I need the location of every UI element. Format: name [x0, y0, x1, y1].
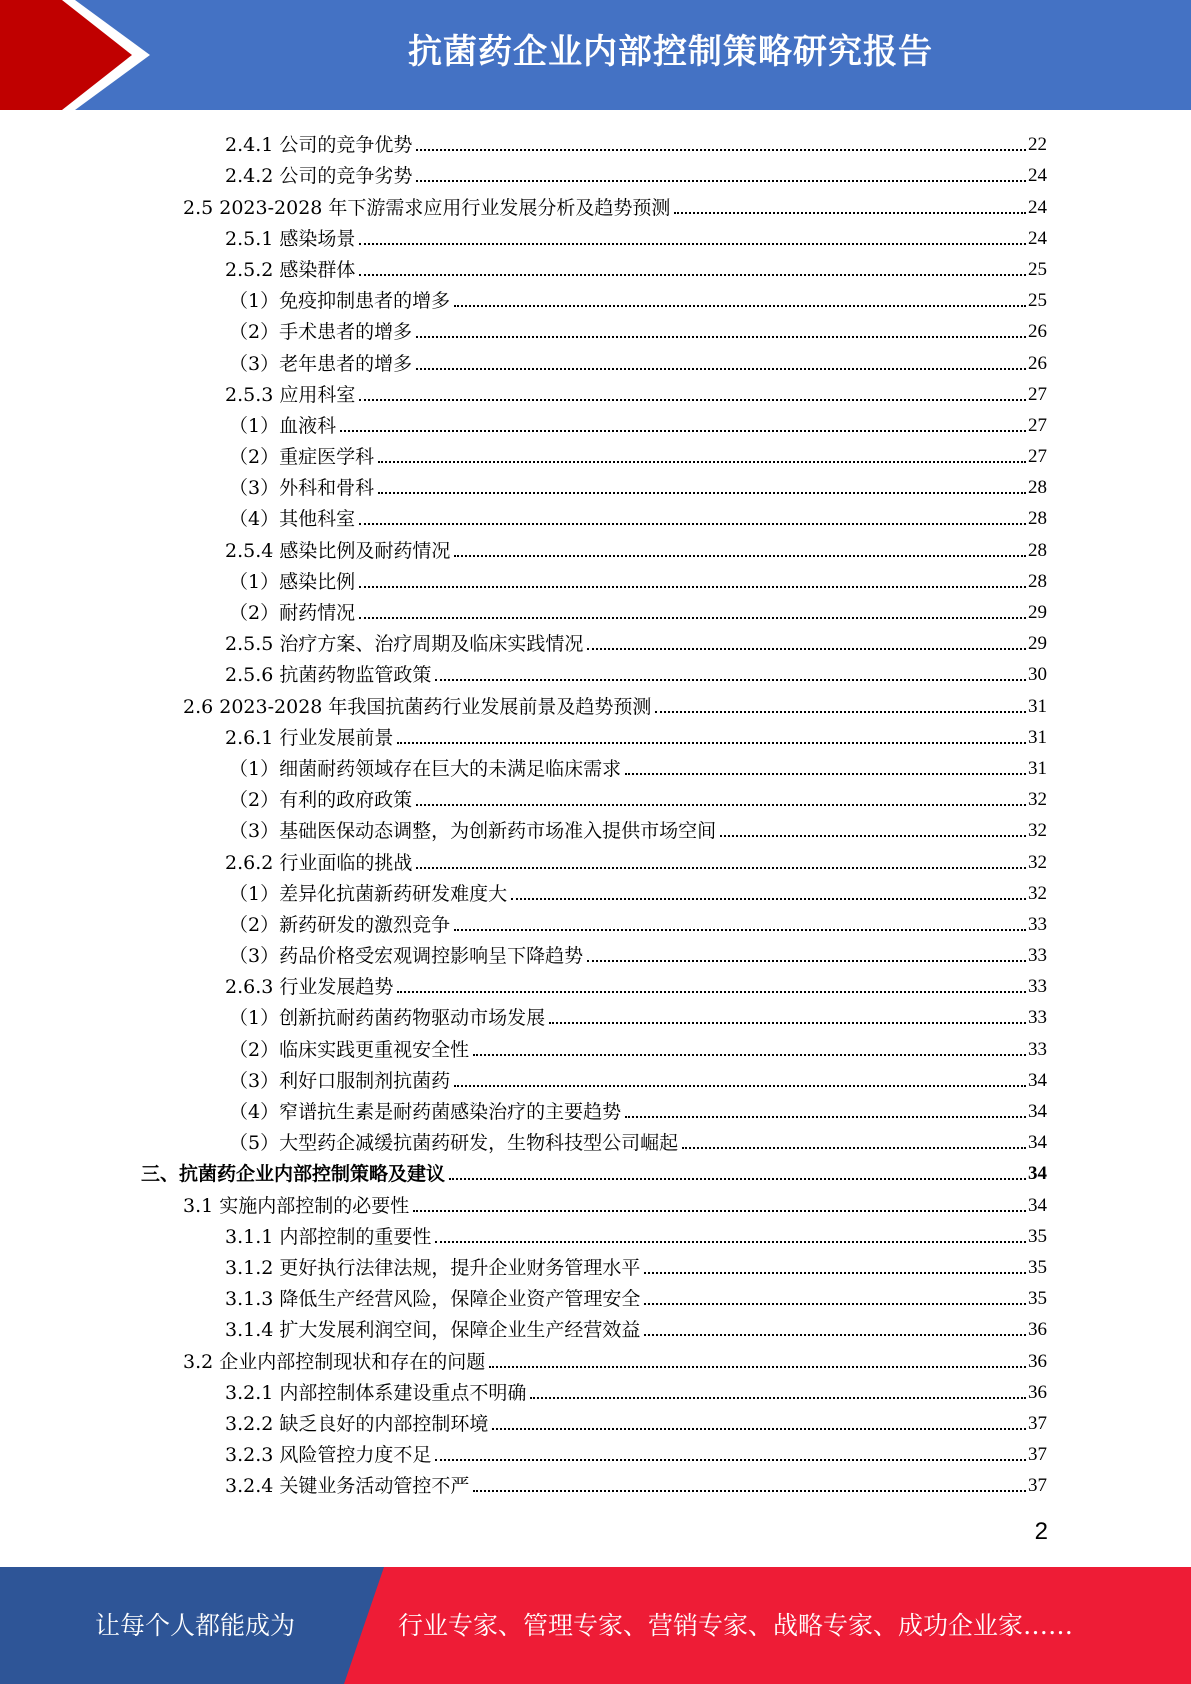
toc-entry-title: 3.2.3 风险管控力度不足 [225, 1444, 432, 1467]
toc-entry[interactable] [0, 564, 1191, 595]
toc-entry[interactable] [0, 1250, 1191, 1281]
toc-dot-leader [625, 1116, 1026, 1118]
toc-dot-leader [397, 991, 1026, 993]
toc-dot-leader [359, 586, 1026, 588]
toc-entry[interactable] [0, 595, 1191, 626]
toc-dot-leader [416, 180, 1026, 182]
toc-entry[interactable] [0, 657, 1191, 688]
toc-entry[interactable] [0, 408, 1191, 439]
toc-entry[interactable] [0, 720, 1191, 751]
toc-entry-page: 35 [1028, 1225, 1047, 1247]
toc-entry-title: （1）感染比例 [229, 570, 356, 593]
toc-entry-title: （2）新药研发的激烈竞争 [229, 913, 451, 936]
toc-entry-title: 3.1 实施内部控制的必要性 [183, 1194, 410, 1217]
toc-entry-page: 35 [1028, 1288, 1047, 1310]
toc-entry-page: 37 [1028, 1475, 1047, 1497]
toc-entry-page: 34 [1028, 1194, 1047, 1216]
toc-dot-leader [587, 960, 1026, 962]
toc-entry-page: 25 [1028, 290, 1047, 312]
toc-entry[interactable] [0, 345, 1191, 376]
toc-entry[interactable] [0, 1031, 1191, 1062]
toc-dot-leader [340, 430, 1026, 432]
toc-entry-title: （2）有利的政府政策 [229, 789, 413, 812]
footer-slogan-right: 行业专家、管理专家、营销专家、战略专家、成功企业家…… [398, 1611, 1074, 1640]
toc-entry[interactable] [0, 907, 1191, 938]
toc-entry-page: 33 [1028, 976, 1047, 998]
toc-entry-title: 2.6.2 行业面临的挑战 [225, 851, 413, 874]
toc-entry-page: 27 [1028, 446, 1047, 468]
toc-dot-leader [549, 1022, 1026, 1024]
toc-dot-leader [644, 1272, 1026, 1274]
toc-dot-leader [530, 1397, 1026, 1399]
toc-entry[interactable] [0, 1312, 1191, 1343]
toc-entry[interactable] [0, 813, 1191, 844]
header-banner [0, 0, 1191, 110]
toc-entry-page: 24 [1028, 165, 1047, 187]
toc-dot-leader [587, 648, 1026, 650]
toc-entry-title: 3.1.3 降低生产经营风险，保障企业资产管理安全 [225, 1288, 641, 1311]
toc-entry-title: 3.2.2 缺乏良好的内部控制环境 [225, 1412, 489, 1435]
toc-entry[interactable] [0, 1468, 1191, 1499]
toc-entry-title: （3）外科和骨科 [229, 477, 375, 500]
toc-entry-title: 2.5.1 感染场景 [225, 227, 356, 250]
toc-entry-title: 2.4.1 公司的竞争优势 [225, 134, 413, 157]
toc-dot-leader [625, 773, 1026, 775]
toc-entry-title: （1）免疫抑制患者的增多 [229, 290, 451, 313]
toc-entry-page: 34 [1028, 1132, 1047, 1154]
toc-entry-page: 30 [1028, 664, 1047, 686]
report-title: 抗菌药企业内部控制策略研究报告 [408, 32, 933, 72]
toc-entry-page: 29 [1028, 633, 1047, 655]
toc-dot-leader [454, 929, 1026, 931]
toc-entry-page: 35 [1028, 1256, 1047, 1278]
toc-entry[interactable] [0, 1063, 1191, 1094]
toc-entry-page: 22 [1028, 134, 1047, 156]
toc-entry-title: （1）血液科 [229, 414, 337, 437]
toc-dot-leader [682, 1147, 1026, 1149]
toc-entry-title: 2.4.2 公司的竞争劣势 [225, 165, 413, 188]
toc-entry-page: 24 [1028, 227, 1047, 249]
toc-entry-title: （2）耐药情况 [229, 602, 356, 624]
toc-entry[interactable] [0, 1406, 1191, 1437]
toc-entry[interactable] [0, 1343, 1191, 1374]
toc-entry-title: 2.5.2 感染群体 [225, 258, 356, 281]
toc-entry[interactable] [0, 127, 1191, 158]
toc-entry-title: （2）临床实践更重视安全性 [229, 1038, 470, 1061]
toc-entry-title: 2.5.5 治疗方案、治疗周期及临床实践情况 [225, 633, 584, 656]
toc-dot-leader [449, 1178, 1026, 1180]
toc-entry[interactable] [0, 626, 1191, 657]
toc-dot-leader [473, 1490, 1026, 1492]
toc-dot-leader [416, 867, 1026, 869]
toc-dot-leader [359, 617, 1026, 619]
toc-entry-page: 32 [1028, 789, 1047, 811]
toc-entry-page: 33 [1028, 945, 1047, 967]
toc-entry-page: 32 [1028, 851, 1047, 873]
toc-entry-title: （1）创新抗耐药菌药物驱动市场发展 [229, 1007, 546, 1030]
toc-entry-page: 29 [1028, 602, 1047, 623]
toc-dot-leader [378, 492, 1026, 494]
toc-entry[interactable] [0, 688, 1191, 719]
toc-entry-title: （3）老年患者的增多 [229, 352, 413, 375]
toc-dot-leader [720, 835, 1026, 837]
toc-entry[interactable] [0, 938, 1191, 969]
toc-dot-leader [435, 1241, 1026, 1243]
toc-entry-page: 31 [1028, 726, 1047, 748]
toc-entry[interactable] [0, 377, 1191, 408]
toc-entry-title: （1）差异化抗菌新药研发难度大 [229, 882, 508, 905]
toc-dot-leader [435, 679, 1026, 681]
toc-entry[interactable] [0, 1187, 1191, 1218]
toc-entry[interactable] [0, 221, 1191, 252]
toc-entry[interactable] [0, 314, 1191, 345]
toc-entry-page: 31 [1028, 695, 1047, 717]
toc-dot-leader [416, 336, 1026, 338]
toc-entry[interactable] [0, 1125, 1191, 1156]
toc-entry[interactable] [0, 1281, 1191, 1312]
toc-dot-leader [454, 555, 1026, 557]
toc-dot-leader [416, 804, 1026, 806]
toc-entry-page: 24 [1028, 196, 1047, 218]
toc-dot-leader [644, 1303, 1026, 1305]
toc-dot-leader [378, 461, 1026, 463]
toc-entry-title: 2.6 2023-2028 年我国抗菌药行业发展前景及趋势预测 [183, 695, 652, 718]
toc-dot-leader [416, 149, 1026, 151]
toc-entry[interactable] [0, 876, 1191, 907]
toc-dot-leader [435, 1459, 1026, 1461]
toc-dot-leader [655, 711, 1026, 713]
toc-entry-title: 三、抗菌药企业内部控制策略及建议 [141, 1163, 446, 1186]
toc-entry-title: 3.1.1 内部控制的重要性 [225, 1225, 432, 1248]
toc-entry-page: 28 [1028, 508, 1047, 530]
toc-entry[interactable] [0, 470, 1191, 501]
header-arrow-decoration [0, 0, 150, 110]
toc-entry[interactable] [0, 1156, 1191, 1187]
toc-entry[interactable] [0, 751, 1191, 782]
toc-entry-page: 32 [1028, 820, 1047, 842]
toc-entry[interactable] [0, 844, 1191, 875]
toc-entry-title: （5）大型药企减缓抗菌药研发，生物科技型公司崛起 [229, 1132, 679, 1155]
toc-entry-page: 36 [1028, 1319, 1047, 1341]
toc-dot-leader [454, 305, 1026, 307]
toc-entry-title: （4）其他科室 [229, 508, 356, 531]
toc-entry-page: 34 [1028, 1069, 1047, 1091]
toc-entry-page: 37 [1028, 1444, 1047, 1466]
toc-entry[interactable] [0, 439, 1191, 470]
toc-dot-leader [359, 274, 1026, 276]
toc-entry[interactable] [0, 1437, 1191, 1468]
toc-dot-leader [359, 399, 1026, 401]
toc-entry-title: （3）利好口服制剂抗菌药 [229, 1069, 451, 1092]
toc-entry[interactable] [0, 1000, 1191, 1031]
toc-entry-title: 2.6.1 行业发展前景 [225, 726, 394, 749]
toc-entry-page: 26 [1028, 321, 1047, 343]
page-number: 2 [1034, 1518, 1048, 1545]
toc-entry-title: （1）细菌耐药领域存在巨大的未满足临床需求 [229, 757, 622, 780]
toc-dot-leader [511, 898, 1026, 900]
toc-dot-leader [359, 523, 1026, 525]
toc-entry-page: 33 [1028, 1007, 1047, 1029]
toc-dot-leader [397, 742, 1026, 744]
toc-entry-title: 2.5.3 应用科室 [225, 383, 356, 406]
toc-entry-page: 36 [1028, 1350, 1047, 1372]
toc-entry-page: 28 [1028, 477, 1047, 499]
toc-entry-page: 26 [1028, 352, 1047, 374]
toc-entry-page: 25 [1028, 258, 1047, 280]
toc-entry[interactable] [0, 158, 1191, 189]
table-of-contents [0, 127, 1191, 1499]
toc-entry-title: 3.1.4 扩大发展利润空间，保障企业生产经营效益 [225, 1319, 641, 1342]
footer-banner [0, 1567, 1191, 1684]
toc-entry-title: 2.5 2023-2028 年下游需求应用行业发展分析及趋势预测 [183, 196, 671, 219]
toc-dot-leader [359, 243, 1026, 245]
toc-entry-page: 33 [1028, 913, 1047, 935]
toc-entry-page: 27 [1028, 383, 1047, 405]
toc-entry[interactable] [0, 283, 1191, 314]
toc-entry[interactable] [0, 969, 1191, 1000]
toc-dot-leader [454, 1085, 1026, 1087]
toc-entry-title: （3）基础医保动态调整，为创新药市场准入提供市场空间 [229, 820, 717, 843]
toc-dot-leader [416, 368, 1026, 370]
toc-entry[interactable] [0, 1219, 1191, 1250]
toc-entry-title: （4）窄谱抗生素是耐药菌感染治疗的主要趋势 [229, 1101, 622, 1123]
toc-dot-leader [492, 1428, 1026, 1430]
toc-dot-leader [413, 1210, 1026, 1212]
toc-entry-page: 32 [1028, 882, 1047, 904]
toc-entry[interactable] [0, 252, 1191, 283]
footer-slogan-left: 让每个人都能成为 [94, 1611, 295, 1640]
toc-entry-title: （3）药品价格受宏观调控影响呈下降趋势 [229, 945, 584, 968]
toc-entry-title: （2）手术患者的增多 [229, 321, 413, 344]
toc-entry-title: 3.2.4 关键业务活动管控不严 [225, 1475, 470, 1498]
toc-entry-title: 2.6.3 行业发展趋势 [225, 976, 394, 999]
toc-entry-page: 34 [1028, 1101, 1047, 1122]
toc-dot-leader [473, 1054, 1026, 1056]
toc-entry-title: 2.5.4 感染比例及耐药情况 [225, 539, 451, 562]
toc-entry-title: 3.1.2 更好执行法律法规，提升企业财务管理水平 [225, 1256, 641, 1279]
toc-entry-page: 37 [1028, 1412, 1047, 1434]
toc-entry-page: 27 [1028, 414, 1047, 436]
toc-entry-page: 28 [1028, 570, 1047, 592]
toc-entry-page: 34 [1028, 1163, 1047, 1185]
toc-entry[interactable] [0, 501, 1191, 532]
toc-dot-leader [674, 212, 1026, 214]
toc-entry[interactable] [0, 1375, 1191, 1406]
toc-entry-page: 31 [1028, 757, 1047, 779]
toc-entry[interactable] [0, 532, 1191, 563]
toc-entry-title: 2.5.6 抗菌药物监管政策 [225, 664, 432, 687]
toc-entry-title: 3.2.1 内部控制体系建设重点不明确 [225, 1381, 527, 1404]
toc-dot-leader [644, 1334, 1026, 1336]
toc-entry-page: 36 [1028, 1381, 1047, 1403]
toc-entry-title: 3.2 企业内部控制现状和存在的问题 [183, 1350, 486, 1373]
toc-entry-title: （2）重症医学科 [229, 446, 375, 469]
toc-entry[interactable] [0, 1094, 1191, 1125]
toc-entry-page: 28 [1028, 539, 1047, 561]
toc-entry[interactable] [0, 782, 1191, 813]
toc-entry[interactable] [0, 189, 1191, 220]
toc-entry-page: 33 [1028, 1038, 1047, 1060]
toc-dot-leader [489, 1366, 1026, 1368]
